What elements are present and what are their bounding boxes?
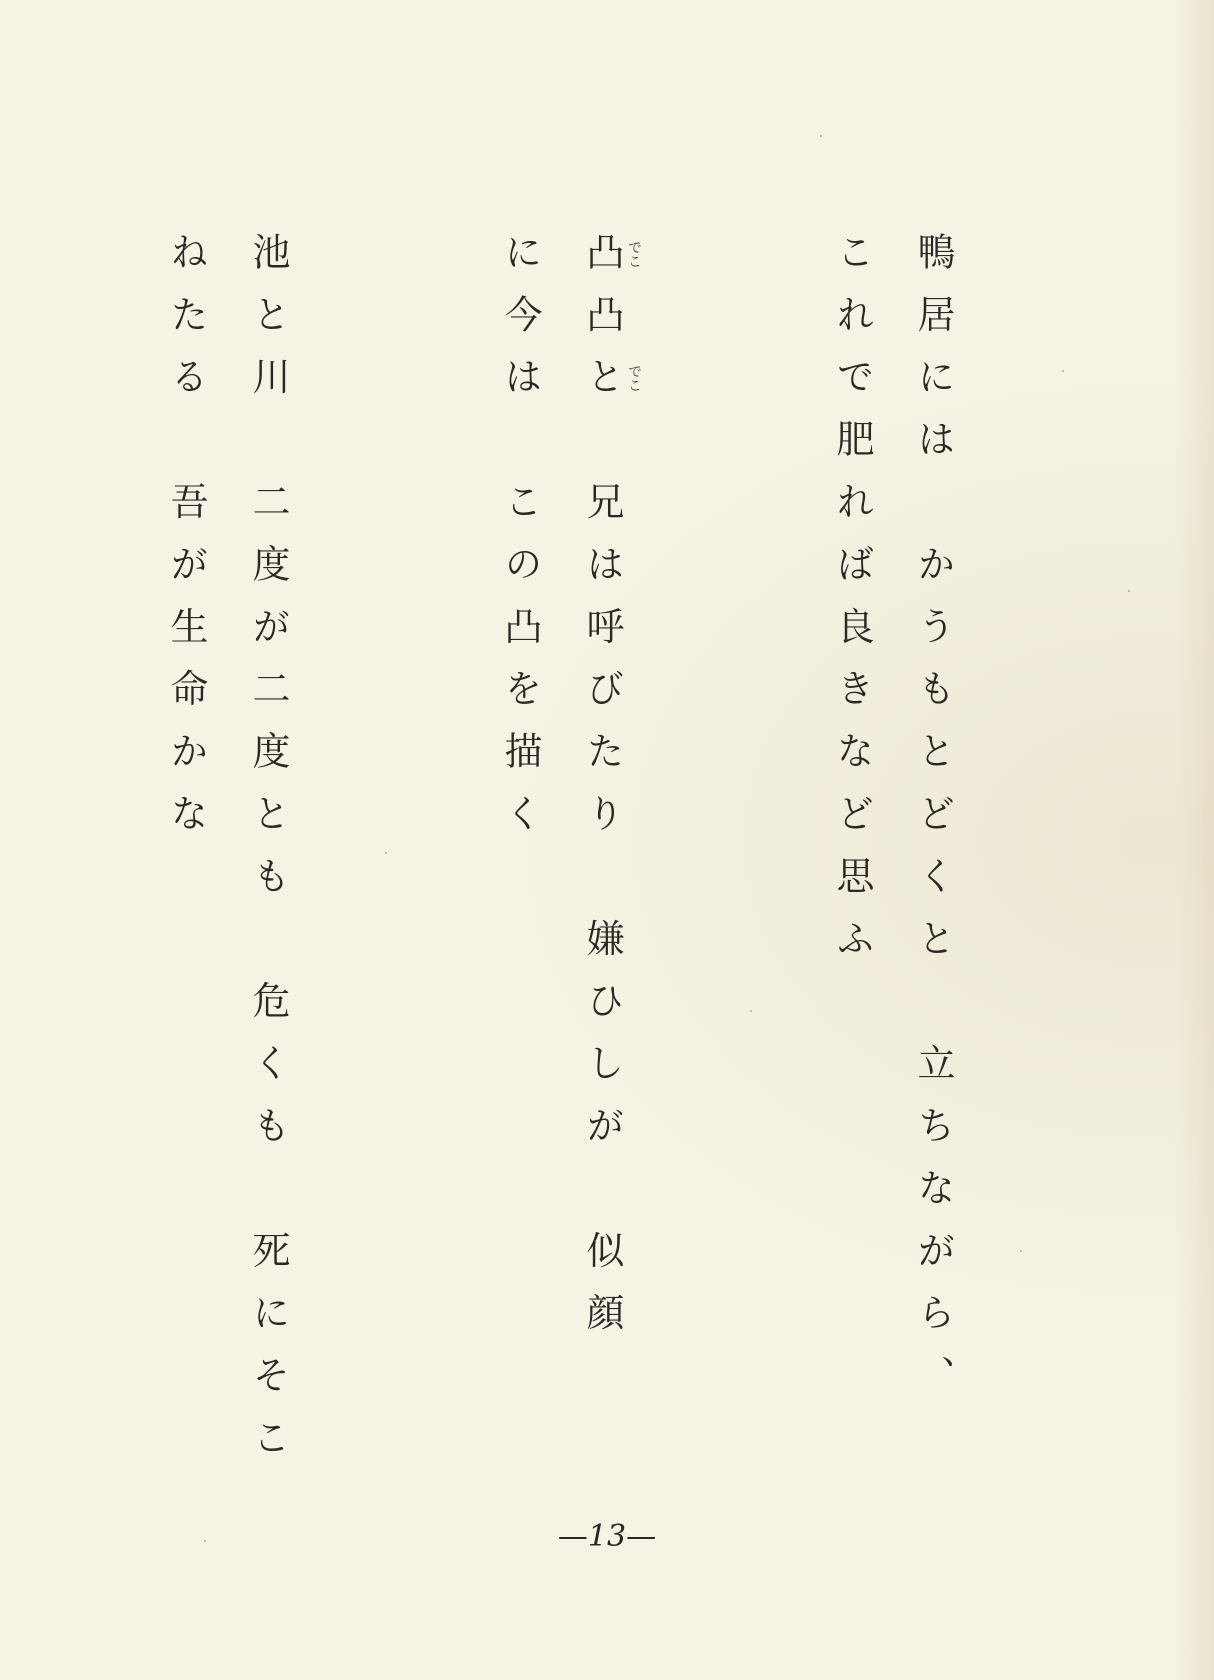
poem-3-line-2: ねたる 吾が生命かな <box>164 232 208 856</box>
poem-1-line-1: 鴨居には かうもとどくと 立ちながら、 <box>911 232 955 1418</box>
page-number: —13— <box>557 1519 657 1554</box>
poem-3-line-1: 池と川 二度が二度とも 危くも 死にそこ <box>246 232 290 1480</box>
paper-speck <box>1128 590 1130 592</box>
paper-speck <box>820 135 822 137</box>
paper-speck <box>750 1010 752 1012</box>
furigana-deko-1: でこ <box>626 240 642 268</box>
paper-speck <box>1020 1250 1022 1252</box>
paper-speck <box>204 1540 206 1542</box>
page-edge-shadow <box>1174 0 1214 1680</box>
poem-1-line-2: これで肥れば良きなど思ふ <box>830 232 874 981</box>
paper-speck <box>1062 370 1064 372</box>
poem-2-line-1: 凸凸と 兄は呼びたり 嫌ひしが 似顔 <box>580 232 624 1356</box>
poem-2-line-2: に今は この凸を描く <box>498 232 542 856</box>
furigana-deko-2: でこ <box>626 364 642 392</box>
paper-speck <box>385 852 387 854</box>
